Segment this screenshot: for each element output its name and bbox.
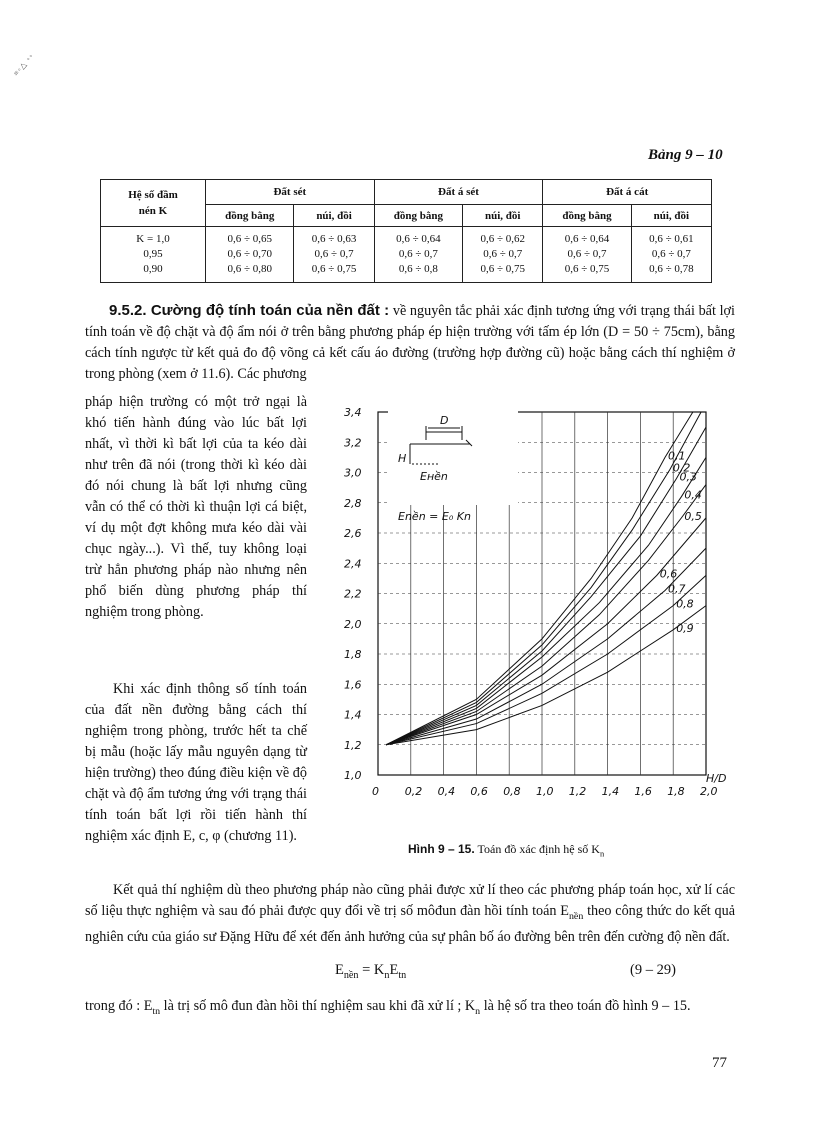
para3-part: là hệ số tra theo toán đồ hình 9 – 15.	[480, 998, 691, 1014]
group-header: Đất á cát	[543, 180, 712, 205]
k-value: 0,90	[143, 263, 163, 275]
inset-Enen-label: Eнền	[420, 470, 448, 483]
para2-text: Kết quả thí nghiệm dù theo phương pháp nào cũng phải được xử lí theo các phương pháp toán học, xử lí các số liệu thực nghiệm và sau đó phải được quy đổi về trị số môđun đàn hồi tính toán	[85, 882, 735, 919]
y-tick-label: 1,8	[344, 648, 362, 661]
table-caption: Bảng 9 – 10	[648, 147, 723, 163]
inset-background	[388, 410, 518, 505]
figure-caption-label: Hình 9 – 15.	[408, 842, 475, 856]
x-tick-label: 0,8	[503, 785, 521, 798]
x-tick-label: 1,8	[667, 785, 685, 798]
y-tick-label: 3,4	[344, 406, 362, 419]
row-header-cell	[101, 180, 206, 227]
x-tick-label: 2,0	[700, 785, 718, 798]
y-tick-label: 2,0	[344, 617, 362, 631]
section-heading: 9.5.2. Cường độ tính toán của nền đất :	[109, 302, 390, 319]
formula-part: E	[389, 962, 399, 978]
body-paragraph-3	[85, 996, 735, 1022]
formula-sub: tn	[398, 969, 407, 981]
curve-label: 0,3	[679, 470, 697, 484]
x-tick-label: 1,4	[601, 785, 620, 798]
para3-part: là trị số mô đun đàn hồi thí nghiệm sau khi đã xử lí ; K	[160, 998, 476, 1014]
inset-formula: Enền = E₀ Kn	[398, 510, 471, 523]
cell-value: 0,6 ÷ 0,64	[564, 233, 610, 245]
curve-label: 0,4	[684, 488, 702, 502]
sub-header: núi, đồi	[631, 205, 711, 227]
y-tick-label: 2,8	[344, 496, 362, 510]
table-cell	[543, 227, 631, 283]
cell-value: 0,6 ÷ 0,7	[314, 248, 354, 260]
kn-nomogram-chart	[340, 400, 727, 820]
y-tick-label: 1,0	[344, 769, 362, 782]
compaction-table	[100, 179, 712, 283]
corner-scan-mark: ≡◦△ ◦◦	[11, 51, 36, 78]
para2-rest: theo công thức do kết quả nghiên cứu của giáo sư Đặng Hữu để xét đến ảnh hưởng của sự phân bố áo đường bên trên đến cường độ nền đất.	[85, 903, 735, 945]
sub-header: đồng bằng	[543, 205, 631, 227]
sub-header: đồng bằng	[374, 205, 462, 227]
figure-caption-sub: n	[599, 849, 605, 859]
cell-value: 0,6 ÷ 0,62	[480, 233, 525, 245]
cell-value: 0,6 ÷ 0,75	[480, 263, 525, 275]
curve-label: 0,5	[684, 509, 702, 523]
curve-label: 0,6	[659, 567, 678, 581]
cell-value: 0,6 ÷ 0,8	[398, 263, 438, 275]
cell-value: 0,6 ÷ 0,80	[227, 263, 272, 275]
k-value: 0,95	[143, 248, 163, 260]
y-tick-label: 3,0	[344, 466, 362, 480]
para3-sub: tn	[152, 1005, 161, 1017]
y-tick-label: 1,4	[344, 708, 362, 722]
left-column-paragraph-1: pháp hiện trường có một trở ngại là khó tiến hành đúng vào lúc bất lợi nhất, vì thời kì bất lợi của ta kéo dài như trên đã nói (trong thời kì kéo dài đó nói chung là bất lợi nhưng cũng vẫn có thể có thời kì thuận lợi cá biệt, ví dụ một đợt không mưa kéo dài vài chục ngày...). Vì thế, tuy không loại trừ hẳn phương pháp nào nhưng nên phổ biến dùng phương pháp thí nghiệm trong phòng.	[85, 394, 307, 620]
section-paragraph	[85, 300, 735, 385]
curve-label: 0,9	[676, 621, 694, 635]
curve-label: 0,1	[668, 449, 686, 463]
cell-value: 0,6 ÷ 0,70	[227, 248, 272, 260]
formula-9-29	[335, 962, 406, 981]
curve-label: 0,7	[668, 582, 686, 596]
cell-value: 0,6 ÷ 0,75	[564, 263, 610, 275]
x-tick-label: 0,2	[404, 785, 423, 798]
inset-H-label: H	[398, 452, 407, 465]
cell-value: 0,6 ÷ 0,64	[396, 233, 441, 245]
formula-sub: nền	[343, 969, 359, 981]
body-paragraph-2	[85, 880, 735, 948]
figure-caption-text: Toán đồ xác định hệ số K	[477, 842, 600, 856]
table-cell	[631, 227, 711, 283]
curve-line	[386, 518, 706, 745]
group-header: Đất sét	[206, 180, 375, 205]
cell-value: 0,6 ÷ 0,61	[649, 233, 694, 245]
cell-value: 0,6 ÷ 0,63	[311, 233, 357, 245]
x-tick-label: 1,0	[536, 785, 554, 798]
figure-caption	[408, 842, 604, 858]
cell-value: 0,6 ÷ 0,7	[567, 248, 607, 260]
y-tick-label: 2,6	[344, 527, 362, 540]
y-tick-label: 2,2	[344, 587, 362, 601]
x-tick-label: 0,6	[470, 785, 488, 798]
k-values-cell	[101, 227, 206, 283]
para2-E: E	[560, 903, 569, 919]
table-cell	[374, 227, 462, 283]
x-tick-label: 1,6	[634, 785, 652, 798]
table-cell	[294, 227, 374, 283]
formula-sub: n	[384, 969, 390, 981]
curve-label: 0,8	[676, 597, 694, 611]
row-header-line: nén K	[138, 205, 168, 217]
y-tick-label: 2,4	[344, 557, 362, 571]
x-tick-label: 0,4	[437, 785, 456, 798]
left-column-paragraph-2: Khi xác định thông số tính toán của đất nền đường bằng cách thí nghiệm trong phòng, trước hết ta chế bị mẫu (hoặc lấy mẫu nguyên dạng từ hiện trường) theo đúng điều kiện về độ chặt và độ ẩm tương ứng với trạng thái tính toán bất lợi rồi tiến hành thí nghiệm xác định E, c, φ (chương 11).	[85, 681, 307, 844]
sub-header: núi, đồi	[294, 205, 374, 227]
sub-header: đồng bằng	[206, 205, 294, 227]
para3-sub: n	[475, 1005, 481, 1017]
cell-value: 0,6 ÷ 0,65	[227, 233, 272, 245]
x-tick-label: 1,2	[568, 785, 587, 798]
formula-part: E	[335, 962, 344, 978]
k-value: K = 1,0	[136, 233, 170, 245]
y-tick-label: 1,2	[344, 738, 362, 752]
row-header-line: Hệ số đầm	[128, 189, 178, 201]
cell-value: 0,6 ÷ 0,7	[398, 248, 438, 260]
cell-value: 0,6 ÷ 0,7	[651, 248, 691, 260]
para2-E-sub: nền	[568, 910, 584, 922]
y-tick-label: 3,2	[344, 436, 362, 450]
sub-header: núi, đồi	[463, 205, 543, 227]
cell-value: 0,6 ÷ 0,7	[483, 248, 523, 260]
page-number: 77	[712, 1055, 727, 1071]
curve-label: 0,2	[672, 461, 691, 475]
x-tick-label: 0	[372, 785, 379, 798]
table-cell	[206, 227, 294, 283]
formula-part: = K	[358, 962, 385, 978]
cell-value: 0,6 ÷ 0,78	[649, 263, 694, 275]
inset-D-label: D	[440, 414, 449, 427]
formula-number: (9 – 29)	[630, 962, 676, 978]
curve-line	[386, 485, 706, 745]
cell-value: 0,6 ÷ 0,75	[311, 263, 357, 275]
para3-part: trong đó : E	[85, 998, 153, 1014]
y-tick-label: 1,6	[344, 678, 362, 692]
x-axis-label: H/D	[706, 772, 727, 785]
section-intro: về nguyên tắc phải xác định tương ứng với trạng thái bất lợi tính toán về độ chặt và độ ẩm nói ở trên bằng phương pháp ép hiện trường với tấm ép lớn (D = 50 ÷ 75cm), bằng cách tính ngược từ kết quả đo độ võng cả kết cấu áo đường (trường hợp đường cũ) hoặc bằng cách thí nghiệm ở trong phòng (xem ở 11.6). Các phương	[85, 303, 735, 382]
table-cell	[463, 227, 543, 283]
curve-line	[386, 575, 706, 744]
group-header: Đất á sét	[374, 180, 543, 205]
